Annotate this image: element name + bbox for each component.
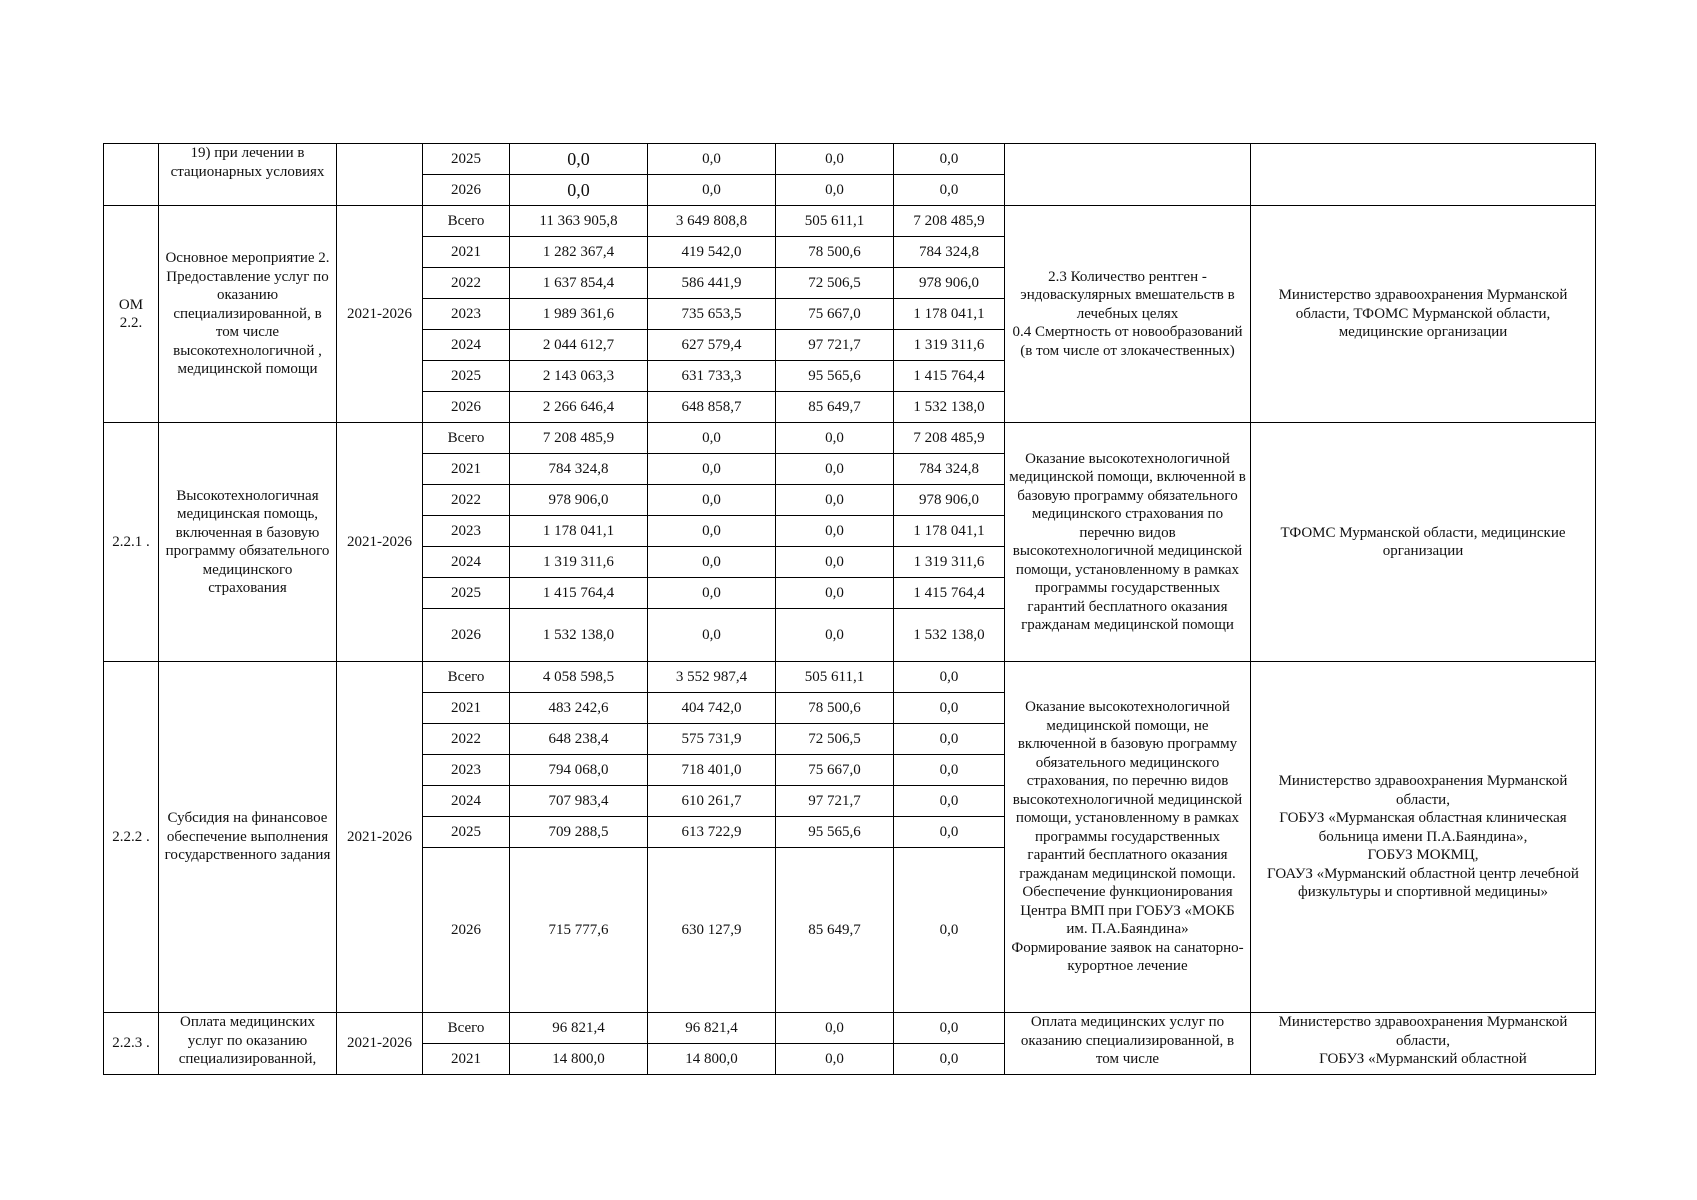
table-row xyxy=(104,144,1596,175)
total-cell: 709 288,5 xyxy=(510,817,648,848)
total-cell: 1 178 041,1 xyxy=(510,516,648,547)
year-cell: 2022 xyxy=(423,485,510,516)
year-cell: 2025 xyxy=(423,361,510,392)
regional-budget-cell: 95 565,6 xyxy=(776,817,894,848)
federal-budget-cell: 586 441,9 xyxy=(648,268,776,299)
oms-budget-cell: 1 319 311,6 xyxy=(894,330,1005,361)
year-cell: 2024 xyxy=(423,547,510,578)
item-code-cell: 2.2.1 . xyxy=(104,423,159,662)
year-cell: 2026 xyxy=(423,392,510,423)
federal-budget-cell: 735 653,5 xyxy=(648,299,776,330)
regional-budget-cell: 0,0 xyxy=(776,144,894,175)
table-body xyxy=(104,144,1596,1075)
item-name-cell: Субсидия на финансовое обеспечение выполнения государственного задания xyxy=(159,662,337,1013)
total-cell: 1 989 361,6 xyxy=(510,299,648,330)
year-cell: 2023 xyxy=(423,755,510,786)
total-cell: 2 044 612,7 xyxy=(510,330,648,361)
total-cell: 784 324,8 xyxy=(510,454,648,485)
total-cell: 11 363 905,8 xyxy=(510,206,648,237)
regional-budget-cell: 78 500,6 xyxy=(776,237,894,268)
oms-budget-cell: 1 532 138,0 xyxy=(894,609,1005,662)
oms-budget-cell: 0,0 xyxy=(894,755,1005,786)
oms-budget-cell: 0,0 xyxy=(894,848,1005,1013)
federal-budget-cell: 14 800,0 xyxy=(648,1044,776,1075)
oms-budget-cell: 0,0 xyxy=(894,817,1005,848)
year-cell: 2025 xyxy=(423,578,510,609)
item-name-cell: Основное мероприятие 2. Предоставление услуг по оказанию специализированной, в том числе высокотехнологичной , медицинской помощи xyxy=(159,206,337,423)
total-cell: 707 983,4 xyxy=(510,786,648,817)
item-code-cell: 2.2.2 . xyxy=(104,662,159,1013)
budget-table xyxy=(103,143,1596,1075)
federal-budget-cell: 0,0 xyxy=(648,144,776,175)
federal-budget-cell: 0,0 xyxy=(648,175,776,206)
oms-budget-cell: 0,0 xyxy=(894,724,1005,755)
year-cell: 2024 xyxy=(423,786,510,817)
year-cell: Всего xyxy=(423,662,510,693)
federal-budget-cell: 0,0 xyxy=(648,578,776,609)
federal-budget-cell: 0,0 xyxy=(648,485,776,516)
total-cell: 1 532 138,0 xyxy=(510,609,648,662)
year-cell: 2025 xyxy=(423,144,510,175)
regional-budget-cell: 78 500,6 xyxy=(776,693,894,724)
regional-budget-cell: 72 506,5 xyxy=(776,724,894,755)
regional-budget-cell: 0,0 xyxy=(776,485,894,516)
period-cell xyxy=(337,144,423,206)
period-cell: 2021-2026 xyxy=(337,1013,423,1075)
total-cell: 0,0 xyxy=(510,144,648,175)
year-cell: 2021 xyxy=(423,1044,510,1075)
oms-budget-cell: 0,0 xyxy=(894,662,1005,693)
regional-budget-cell: 85 649,7 xyxy=(776,848,894,1013)
total-cell: 4 058 598,5 xyxy=(510,662,648,693)
oms-budget-cell: 0,0 xyxy=(894,144,1005,175)
total-cell: 794 068,0 xyxy=(510,755,648,786)
regional-budget-cell: 72 506,5 xyxy=(776,268,894,299)
oms-budget-cell: 784 324,8 xyxy=(894,237,1005,268)
federal-budget-cell: 0,0 xyxy=(648,423,776,454)
oms-budget-cell: 978 906,0 xyxy=(894,268,1005,299)
oms-budget-cell: 7 208 485,9 xyxy=(894,423,1005,454)
federal-budget-cell: 404 742,0 xyxy=(648,693,776,724)
federal-budget-cell: 627 579,4 xyxy=(648,330,776,361)
table-row xyxy=(104,423,1596,454)
federal-budget-cell: 718 401,0 xyxy=(648,755,776,786)
oms-budget-cell: 0,0 xyxy=(894,175,1005,206)
regional-budget-cell: 0,0 xyxy=(776,423,894,454)
item-code-cell: 2.2.3 . xyxy=(104,1013,159,1075)
regional-budget-cell: 97 721,7 xyxy=(776,330,894,361)
federal-budget-cell: 613 722,9 xyxy=(648,817,776,848)
regional-budget-cell: 85 649,7 xyxy=(776,392,894,423)
table-row xyxy=(104,662,1596,693)
indicator-cell: Оказание высокотехнологичной медицинской помощи, включенной в базовую программу обязательного медицинского страхования по перечню видов высокотехнологичной медицинской помощи, установленному в рамках программы государственных гарантий бесплатного оказания гражданам медицинской помощи xyxy=(1005,423,1251,662)
federal-budget-cell: 610 261,7 xyxy=(648,786,776,817)
table-row xyxy=(104,206,1596,237)
oms-budget-cell: 1 178 041,1 xyxy=(894,299,1005,330)
total-cell: 715 777,6 xyxy=(510,848,648,1013)
table-row xyxy=(104,1013,1596,1044)
federal-budget-cell: 0,0 xyxy=(648,609,776,662)
federal-budget-cell: 3 552 987,4 xyxy=(648,662,776,693)
executor-cell: Министерство здравоохранения Мурманской области, ГОБУЗ «Мурманский областной xyxy=(1251,1013,1596,1075)
regional-budget-cell: 0,0 xyxy=(776,609,894,662)
total-cell: 648 238,4 xyxy=(510,724,648,755)
year-cell: 2021 xyxy=(423,693,510,724)
year-cell: Всего xyxy=(423,1013,510,1044)
total-cell: 14 800,0 xyxy=(510,1044,648,1075)
federal-budget-cell: 419 542,0 xyxy=(648,237,776,268)
year-cell: 2021 xyxy=(423,454,510,485)
year-cell: 2026 xyxy=(423,609,510,662)
item-name-cell: Высокотехнологичная медицинская помощь, включенная в базовую программу обязательного медицинского страхования xyxy=(159,423,337,662)
total-cell: 1 319 311,6 xyxy=(510,547,648,578)
year-cell: 2022 xyxy=(423,268,510,299)
executor-cell: ТФОМС Мурманской области, медицинские организации xyxy=(1251,423,1596,662)
year-cell: 2021 xyxy=(423,237,510,268)
regional-budget-cell: 95 565,6 xyxy=(776,361,894,392)
federal-budget-cell: 631 733,3 xyxy=(648,361,776,392)
item-name-cell: 19) при лечении в стационарных условиях xyxy=(159,144,337,206)
regional-budget-cell: 75 667,0 xyxy=(776,755,894,786)
federal-budget-cell: 0,0 xyxy=(648,454,776,485)
executor-cell: Министерство здравоохранения Мурманской области, ТФОМС Мурманской области, медицинские организации xyxy=(1251,206,1596,423)
item-code-cell: ОМ 2.2. xyxy=(104,206,159,423)
indicator-cell: 2.3 Количество рентген - эндоваскулярных вмешательств в лечебных целях 0.4 Смертность от новообразований (в том числе от злокачественных) xyxy=(1005,206,1251,423)
federal-budget-cell: 648 858,7 xyxy=(648,392,776,423)
oms-budget-cell: 1 532 138,0 xyxy=(894,392,1005,423)
total-cell: 2 143 063,3 xyxy=(510,361,648,392)
period-cell: 2021-2026 xyxy=(337,206,423,423)
period-cell: 2021-2026 xyxy=(337,423,423,662)
total-cell: 2 266 646,4 xyxy=(510,392,648,423)
oms-budget-cell: 1 178 041,1 xyxy=(894,516,1005,547)
oms-budget-cell: 7 208 485,9 xyxy=(894,206,1005,237)
year-cell: 2024 xyxy=(423,330,510,361)
regional-budget-cell: 0,0 xyxy=(776,175,894,206)
federal-budget-cell: 0,0 xyxy=(648,516,776,547)
oms-budget-cell: 1 319 311,6 xyxy=(894,547,1005,578)
year-cell: 2026 xyxy=(423,848,510,1013)
regional-budget-cell: 0,0 xyxy=(776,454,894,485)
regional-budget-cell: 75 667,0 xyxy=(776,299,894,330)
total-cell: 978 906,0 xyxy=(510,485,648,516)
regional-budget-cell: 0,0 xyxy=(776,547,894,578)
year-cell: 2026 xyxy=(423,175,510,206)
oms-budget-cell: 0,0 xyxy=(894,693,1005,724)
regional-budget-cell: 505 611,1 xyxy=(776,206,894,237)
indicator-cell: Оплата медицинских услуг по оказанию специализированной, в том числе xyxy=(1005,1013,1251,1075)
oms-budget-cell: 784 324,8 xyxy=(894,454,1005,485)
total-cell: 1 282 367,4 xyxy=(510,237,648,268)
item-code-cell xyxy=(104,144,159,206)
year-cell: 2023 xyxy=(423,516,510,547)
total-cell: 96 821,4 xyxy=(510,1013,648,1044)
total-cell: 7 208 485,9 xyxy=(510,423,648,454)
federal-budget-cell: 575 731,9 xyxy=(648,724,776,755)
total-cell: 483 242,6 xyxy=(510,693,648,724)
executor-cell xyxy=(1251,144,1596,206)
federal-budget-cell: 96 821,4 xyxy=(648,1013,776,1044)
total-cell: 1 415 764,4 xyxy=(510,578,648,609)
period-cell: 2021-2026 xyxy=(337,662,423,1013)
year-cell: 2025 xyxy=(423,817,510,848)
year-cell: Всего xyxy=(423,423,510,454)
indicator-cell: Оказание высокотехнологичной медицинской помощи, не включенной в базовую программу обязательного медицинского страхования, по перечню видов высокотехнологичной медицинской помощи, установленному в рамках программы государственных гарантий бесплатного оказания гражданам медицинской помощи. Обеспечение функционирования Центра ВМП при ГОБУЗ «МОКБ им. П.А.Баяндина» Формирование заявок на санаторно-курортное лечение xyxy=(1005,662,1251,1013)
regional-budget-cell: 0,0 xyxy=(776,1013,894,1044)
regional-budget-cell: 0,0 xyxy=(776,1044,894,1075)
year-cell: 2023 xyxy=(423,299,510,330)
item-name-cell: Оплата медицинских услуг по оказанию специализированной, xyxy=(159,1013,337,1075)
oms-budget-cell: 978 906,0 xyxy=(894,485,1005,516)
oms-budget-cell: 0,0 xyxy=(894,1013,1005,1044)
regional-budget-cell: 0,0 xyxy=(776,578,894,609)
oms-budget-cell: 0,0 xyxy=(894,786,1005,817)
federal-budget-cell: 630 127,9 xyxy=(648,848,776,1013)
regional-budget-cell: 505 611,1 xyxy=(776,662,894,693)
total-cell: 0,0 xyxy=(510,175,648,206)
federal-budget-cell: 0,0 xyxy=(648,547,776,578)
federal-budget-cell: 3 649 808,8 xyxy=(648,206,776,237)
indicator-cell xyxy=(1005,144,1251,206)
oms-budget-cell: 0,0 xyxy=(894,1044,1005,1075)
executor-cell: Министерство здравоохранения Мурманской области, ГОБУЗ «Мурманская областная клиническая больница имени П.А.Баяндина», ГОБУЗ МОКМЦ, ГОАУЗ «Мурманский областной центр лечебной физкультуры и спортивной медицины» xyxy=(1251,662,1596,1013)
total-cell: 1 637 854,4 xyxy=(510,268,648,299)
regional-budget-cell: 97 721,7 xyxy=(776,786,894,817)
regional-budget-cell: 0,0 xyxy=(776,516,894,547)
oms-budget-cell: 1 415 764,4 xyxy=(894,361,1005,392)
year-cell: Всего xyxy=(423,206,510,237)
year-cell: 2022 xyxy=(423,724,510,755)
oms-budget-cell: 1 415 764,4 xyxy=(894,578,1005,609)
